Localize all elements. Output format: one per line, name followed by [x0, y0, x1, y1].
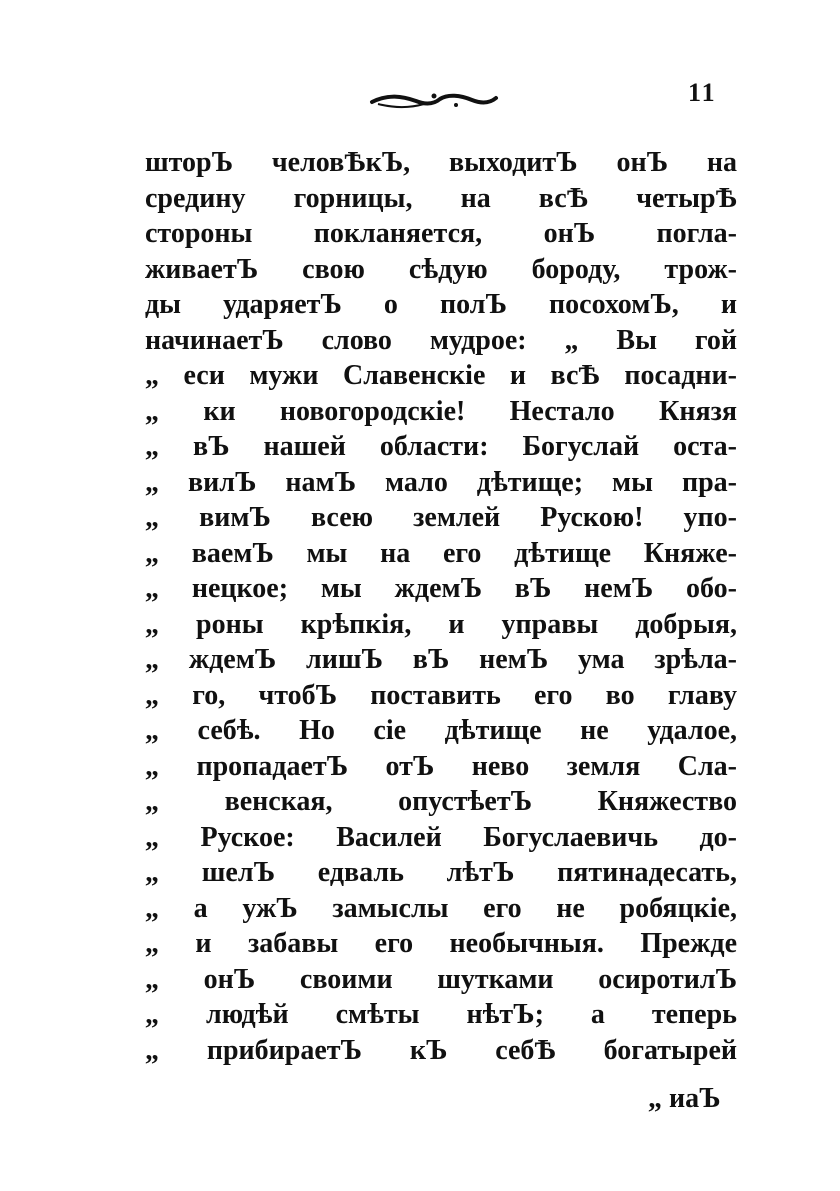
- text-line: „ и забавы его необычныя. Прежде: [145, 928, 737, 959]
- text-line: „ онЪ своими шутками осиротилЪ: [145, 963, 737, 995]
- text-line: „ вимЪ всею землей Рускою! упо-: [145, 502, 737, 533]
- text-line: ды ударяетЪ о полЪ посохомЪ, и: [145, 289, 737, 320]
- text-line: „ ваемЪ мы на его дѣтище Княже-: [145, 537, 737, 569]
- text-line: „ еси мужи Славенскіе и всѢ посадни-: [145, 360, 737, 391]
- text-line: „ вилЪ намЪ мало дѣтище; мы пра-: [145, 466, 737, 498]
- text-line: „ венская, опустѣетЪ Княжество: [145, 786, 737, 817]
- body-text: [145, 145, 737, 1068]
- text-line: „ прибираетЪ кЪ себѢ богатырей: [145, 1034, 737, 1066]
- text-line: средину горницы, на всѢ четырѢ: [145, 182, 737, 214]
- text-line: „ себѣ. Но сіе дѣтище не удалое,: [145, 715, 737, 746]
- decorative-rule-ornament-icon: [368, 86, 500, 114]
- text-line: „ ки новогородскіе! Нестало Князя: [145, 395, 737, 427]
- text-line: „ а ужЪ замыслы его не робяцкіе,: [145, 892, 737, 924]
- text-line: „ ждемЪ лишЪ вЪ немЪ ума зрѣла-: [145, 644, 737, 675]
- text-line: „ вЪ нашей области: Богуслай оста-: [145, 431, 737, 462]
- text-line: „ нецкое; мы ждемЪ вЪ немЪ обо-: [145, 573, 737, 604]
- text-line: стороны покланяется, онЪ погла-: [145, 218, 737, 249]
- text-line: „ го, чтобЪ поставить его во главу: [145, 679, 737, 711]
- text-line: „ роны крѣпкія, и управы добрыя,: [145, 608, 737, 640]
- text-line: „ людѣй смѣты нѣтЪ; а теперь: [145, 999, 737, 1030]
- page-number: 11: [688, 78, 717, 107]
- text-line: „ шелЪ едваль лѣтЪ пятинадесать,: [145, 857, 737, 888]
- catchword: „ иаЪ: [648, 1083, 721, 1114]
- text-line: начинаетЪ слово мудрое: „ Вы гой: [145, 324, 737, 356]
- text-line: „ пропадаетЪ отЪ нево земля Сла-: [145, 750, 737, 782]
- text-line: „ Руское: Василей Богуслаевичь до-: [145, 821, 737, 853]
- text-line: живаетЪ свою сѣдую бороду, трож-: [145, 253, 737, 285]
- text-line: шторЪ человѢкЪ, выходитЪ онЪ на: [145, 147, 737, 178]
